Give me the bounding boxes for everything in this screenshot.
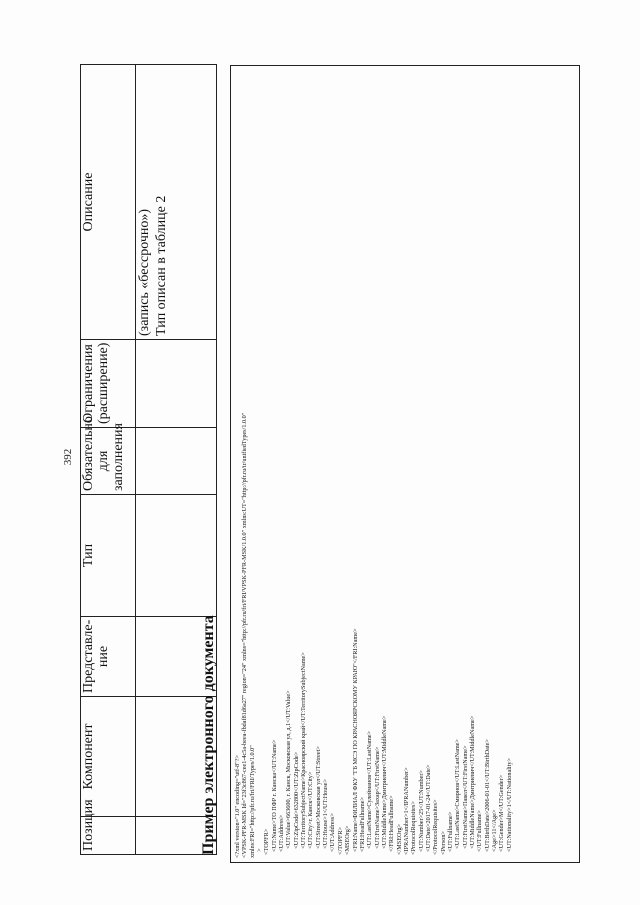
code-line: </UT:Fullname> xyxy=(476,810,484,858)
header-component: Компонент xyxy=(81,697,136,817)
code-line: <FRI:HeadFullname> xyxy=(358,797,366,858)
code-line: <UT:TerritorySubjectName>Красноярский край</UT:TerritorySubjectName> xyxy=(300,652,308,858)
code-line: <UT:LastName>Сулейманов</UT:LastName> xyxy=(366,730,374,858)
code-line: <UT:Address> xyxy=(278,814,286,858)
header-required: Обязательно для заполнения xyxy=(81,428,136,495)
code-line: <UT:BirthDate>2006-01-01</UT:BirthDate> xyxy=(483,739,491,858)
header-restrictions: Ограничения (расширение) xyxy=(81,340,136,428)
code-line: <UT:Name>ТО ПФР г. Канска</UT:Name> xyxy=(270,739,278,858)
code-line: <UT:MiddleName>Дмитриевич</UT:MiddleName> xyxy=(380,715,388,858)
code-line: > xyxy=(256,848,264,858)
code-line: <?xml version="1.0" encoding="utf-8"?> xyxy=(234,755,241,858)
code-line: <UT:ZipCode>632800</UT:ZipCode> xyxy=(292,751,300,858)
table-header-row xyxy=(81,65,136,855)
code-line: <ProtocolRequisites> xyxy=(410,801,418,858)
xml-example-box xyxy=(230,65,580,863)
code-line: </MSEOrg> xyxy=(395,823,403,858)
description-line-1: (запись «бессрочно») xyxy=(137,208,152,336)
code-line: </ProtocolRequisites> xyxy=(432,799,440,858)
code-line: <UT:Value>663600, г. Канск, Московская ул, д.1</UT:Value> xyxy=(285,690,293,858)
header-representation: Представле-ние xyxy=(81,617,136,697)
code-line: </UT:Address> xyxy=(329,813,337,858)
code-line: <Person> xyxy=(439,831,447,858)
header-description: Описание xyxy=(81,65,136,340)
section-title: Пример электронного документа xyxy=(200,615,217,855)
cell-description xyxy=(136,65,217,340)
code-line: <UT:House>1</UT:House> xyxy=(322,779,330,858)
code-line: <UT:MiddleName>Дмитриевич</UT:MiddleName> xyxy=(469,715,476,858)
code-line: <UT:Street>Московская ул</UT:Street> xyxy=(314,746,322,858)
cell-restrictions xyxy=(136,340,217,428)
code-line: </FRI:HeadFullname> xyxy=(388,795,396,858)
code-line: <UT:Date>2017-01-24</UT:Date> xyxy=(424,764,432,858)
code-line: <UT:Gender>M</UT:Gender> xyxy=(498,774,506,858)
header-position: Позиция xyxy=(81,817,136,855)
code-line: xmlns:FRI="http://pfr.ru/fri/FRI/Types/1.0.0" xyxy=(248,745,256,858)
page-number: 392 xyxy=(62,448,74,466)
code-line: <IPRANumber>1</IPRANumber> xyxy=(402,767,410,858)
code-line: <UT:Nationality>1</UT:Nationality> xyxy=(505,758,513,858)
code-line: </TOPFR> xyxy=(336,827,344,858)
description-line-2: Тип описан в таблице 2 xyxy=(154,195,169,336)
code-line: <MSEOrg> xyxy=(344,825,352,858)
code-line: <VPSK-PFR-MSK Id="23f3c867-cee1-4c5a-beea-fbdaf81d6a27" region="24" xmlns="http://pfr.ru/fri/FRI/VPSK-PFR-MSK/1.0.0" xmlns:UT="http://pfr.ru/ir/unifiedTypes/1.0.0" xyxy=(241,412,249,858)
spec-table xyxy=(80,64,217,855)
code-line: <TOPFR> xyxy=(263,828,271,858)
code-line: <UT:LastName>Смирнов</UT:LastName> xyxy=(454,739,462,858)
header-type: Тип xyxy=(81,495,136,617)
code-line: <FRI:Name>ФИЛИАЛ ФКУ "ГБ МСЭ ПО КРАСНОЯРСКОМУ КРАЮ"</FRI:Name> xyxy=(351,628,359,858)
code-line: <Age>11</Age> xyxy=(491,809,499,858)
code-line: <UT:Number>25</UT:Number> xyxy=(417,770,425,858)
code-line: <UT:FirstName>Захар</UT:FirstName> xyxy=(373,746,381,858)
code-line: <UT:Fullname> xyxy=(446,811,454,858)
cell-type xyxy=(136,495,217,617)
code-line: <UT:City>г. Канск</UT:City> xyxy=(307,771,315,858)
xml-code xyxy=(234,70,513,858)
cell-required xyxy=(136,428,217,495)
code-line: <UT:FirstName>Павел</UT:FirstName> xyxy=(461,745,469,858)
rotated-content xyxy=(80,65,580,858)
